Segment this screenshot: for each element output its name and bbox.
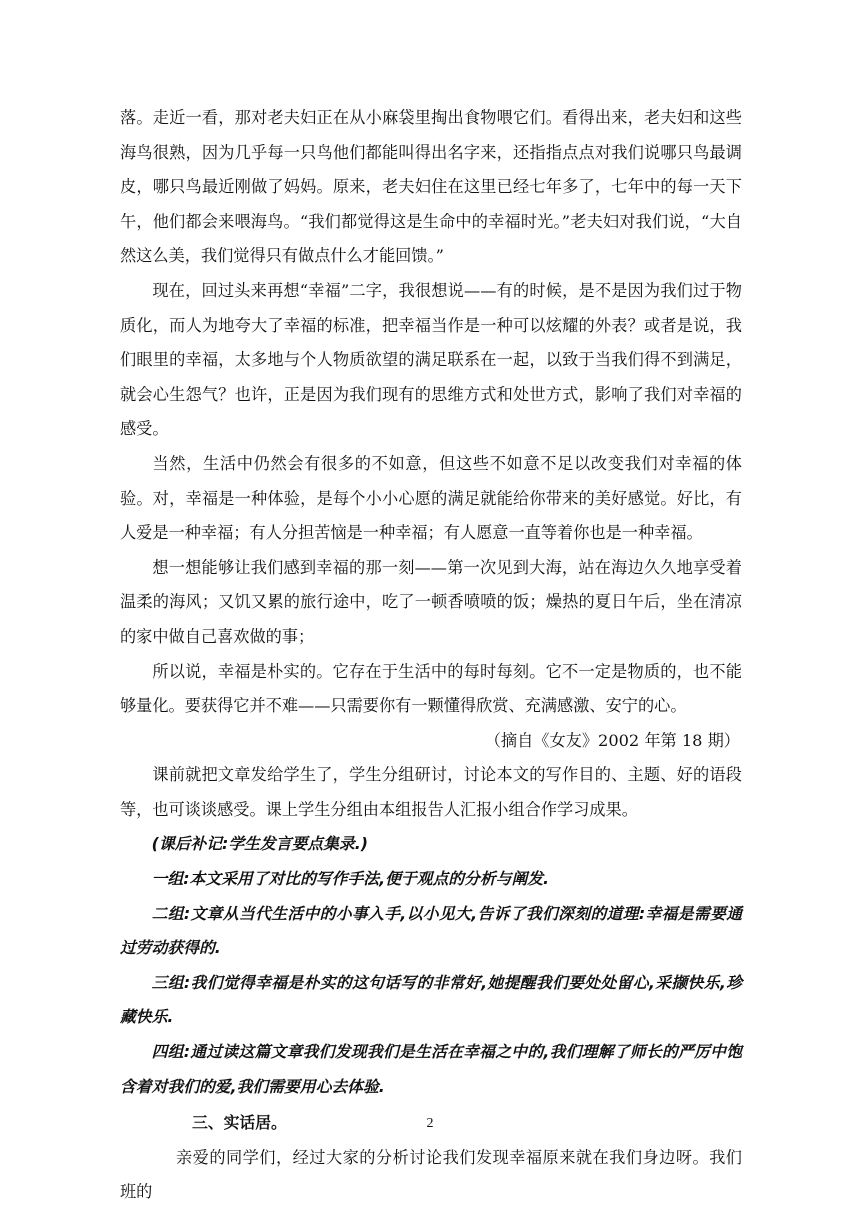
note-group-4: 四组:通过读这篇文章我们发现我们是生活在幸福之中的,我们理解了师长的严厉中饱含着对我们的爱,我们需要用心去体验. [120,1042,742,1096]
note-group-2: 二组:文章从当代生活中的小事入手,以小见大,告诉了我们深刻的道理:幸福是需要通过劳动获得的. [120,903,742,958]
paragraph-continued: 落。走近一看，那对老夫妇正在从小麻袋里掏出食物喂它们。看得出来，老夫妇和这些海鸟很熟，因为几乎每一只鸟他们都能叫得出名字来，还指指点点对我们说哪只鸟最调皮，哪只鸟最近刚做了妈妈。原来，老夫妇住在这里已经七年多了，七年中的每一天下午，他们都会来喂海鸟。“我们都觉得这是生命中的幸福时光。”老夫妇对我们说，“大自然这么美，我们觉得只有做点什么才能回馈。” [120,108,742,266]
paragraph-class-activity: 课前就把文章发给学生了，学生分组研讨，讨论本文的写作目的、主题、好的语段等，也可谈谈感受。课上学生分组由本组报告人汇报小组合作学习成果。 [120,765,742,819]
paragraph-final: 亲爱的同学们，经过大家的分析讨论我们发现幸福原来就在我们身边呀。我们班的 [120,1147,742,1202]
section-heading: 三、实话居。 [192,1113,287,1133]
paragraph-happiness-standard: 现在，回过头来再想“幸福”二字，我很想说——有的时候，是不是因为我们过于物质化，而人为地夸大了幸福的标准，把幸福当作是一种可以炫耀的外表？或者是说，我们眼里的幸福，太多地与个人物质欲望的满足联系在一起，以致于当我们得不到满足，就会心生怨气？也许，正是因为我们现有的思维方式和处世方式，影响了我们对幸福的感受。 [120,280,742,439]
note-group-1: 一组:本文采用了对比的写作手法,便于观点的分析与阐发. [151,869,550,889]
note-header: (课后补记:学生发言要点集录.) [151,834,368,854]
paragraph-happiness-experience: 当然，生活中仍然会有很多的不如意，但这些不如意不足以改变我们对幸福的体验。对，幸福是一种体验，是每个小小心愿的满足就能给你带来的美好感觉。好比，有人爱是一种幸福；有人分担苦恼是一种幸福；有人愿意一直等着你也是一种幸福。 [120,453,742,543]
page-number: 2 [426,1116,434,1131]
body-text [120,101,742,1210]
paragraph-conclusion: 所以说，幸福是朴实的。它存在于生活中的每时每刻。它不一定是物质的，也不能够量化。要获得它并不难——只需要你有一颗懂得欣赏、充满感激、安宁的心。 [120,661,742,716]
paragraph-happy-moments: 想一想能够让我们感到幸福的那一刻——第一次见到大海，站在海边久久地享受着温柔的海风；又饥又累的旅行途中，吃了一顿香喷喷的饭；燥热的夏日午后，坐在清凉的家中做自己喜欢做的事； [120,557,742,646]
article-source: （摘自《女友》2002 年第 18 期） [484,730,740,750]
note-group-3: 三组:我们觉得幸福是朴实的这句话写的非常好,她提醒我们要处处留心,采撷快乐,珍藏快乐. [120,972,742,1027]
